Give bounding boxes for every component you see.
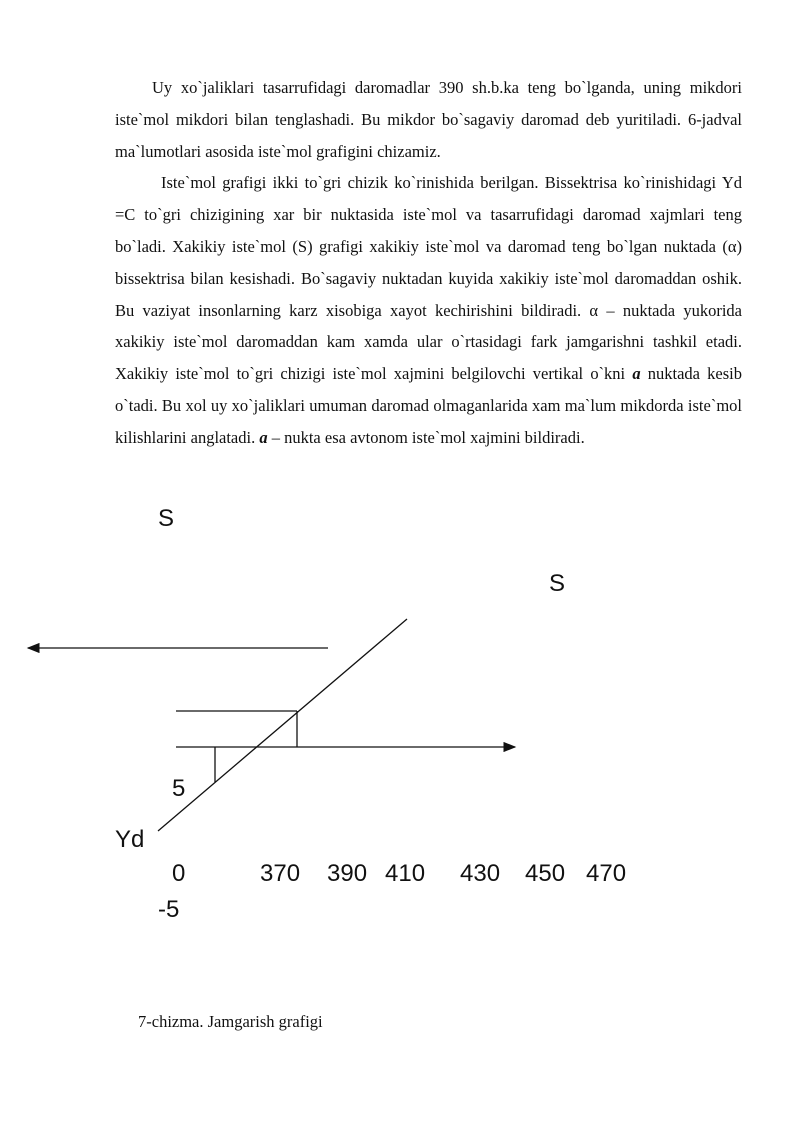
tick-0: 0 (172, 860, 186, 887)
label-s-top: S (158, 505, 175, 532)
tick-410: 410 (385, 860, 426, 887)
paragraph-text: nuktada kesib o`tadi. Bu xol uy xo`jaliklari umuman daromad olmaganlarida xam ma`lum mikdorda iste`mol kilishlarini anglatadi. (115, 364, 742, 447)
figure-caption: 7-chizma. Jamgarish grafigi (138, 1012, 323, 1031)
emphasis-a: a (632, 364, 641, 384)
label-yd: Yd (115, 826, 145, 853)
savings-figure (0, 495, 800, 935)
paragraph (115, 167, 742, 453)
body-text (115, 72, 742, 454)
paragraph (115, 72, 742, 167)
tick-430: 430 (460, 860, 501, 887)
label-minus5: -5 (158, 896, 180, 923)
tick-470: 470 (586, 860, 627, 887)
tick-450: 450 (525, 860, 566, 887)
label-s-right: S (549, 570, 566, 597)
tick-390: 390 (327, 860, 368, 887)
diagonal-line (158, 619, 407, 831)
paragraph-text: Iste`mol grafigi ikki to`gri chizik ko`rinishida berilgan. Bissektrisa ko`rinishidagi Yd =C to`gri chizigining xar bir nuktasida iste`mol va tasarrufidagi daromad xajmlari teng bo`ladi. Xakikiy iste`mol (S) grafigi xakikiy iste`mol va daromad teng bo`lgan nuktada (α) bissektrisa bilan kesishadi. Bo`sagaviy nuktadan kuyida xakikiy iste`mol daromaddan oshik. Bu vaziyat insonlarning karz xisobiga xayot kechirishini bildiradi. α – nuktada yukorida xakikiy iste`mol daromaddan kam xamda ular o`rtasidagi fark jamgarishni tashkil etadi. Xakikiy iste`mol to`gri chizigi iste`mol xajmini belgilovchi vertikal o`kni (115, 173, 742, 384)
tick-370: 370 (260, 860, 301, 887)
emphasis-a: a (259, 427, 268, 447)
label-5: 5 (172, 775, 186, 802)
paragraph-text: Uy xo`jaliklari tasarrufidagi daromadlar 390 sh.b.ka teng bo`lganda, uning mikdori iste`mol mikdori bilan tenglashadi. Bu mikdor bo`sagaviy daromad deb yuritiladi. 6-jadval ma`lumotlari asosida iste`mol grafigini chizamiz. (115, 78, 742, 161)
paragraph-text: – nukta esa avtonom iste`mol xajmini bildiradi. (267, 427, 585, 447)
